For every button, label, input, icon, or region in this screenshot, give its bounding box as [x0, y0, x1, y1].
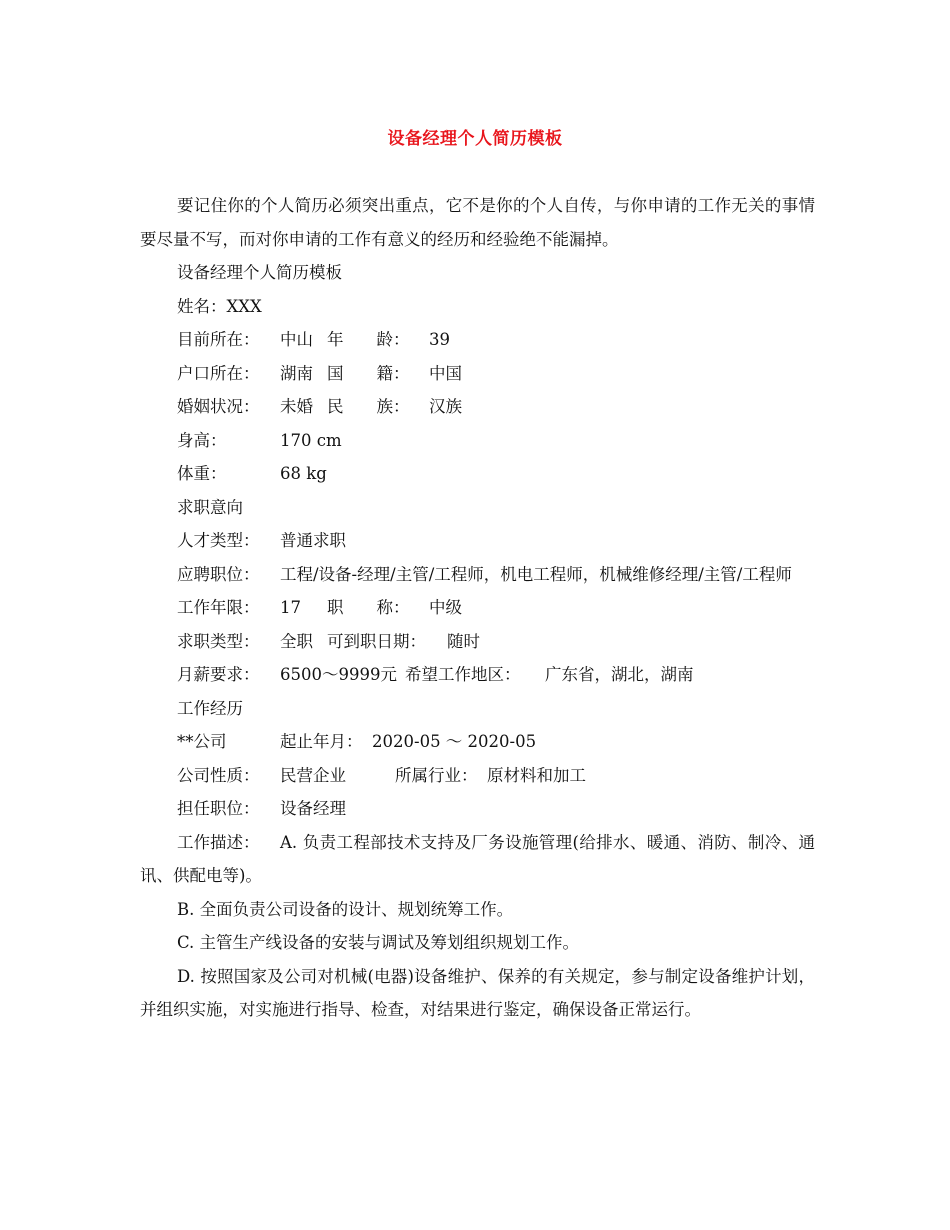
height-label — [177, 424, 265, 458]
duty-a-paragraph — [140, 826, 815, 893]
talent-type-label: 人才类型： — [177, 531, 260, 550]
location-age-line — [140, 323, 815, 357]
ethnicity-value: 汉族 — [429, 397, 462, 416]
start-date-value: 随时 — [447, 631, 480, 651]
industry-value: 原材料和加工 — [487, 765, 586, 785]
company-nature-label: 公司性质： — [177, 765, 260, 785]
intro-paragraph: 要记住你的个人简历必须突出重点，它不是你的个人自传，与你申请的工作无关的事情要尽量不写，而对你申请的工作有意义的经历和经验绝不能漏掉。 — [140, 196, 815, 249]
document-title: 设备经理个人简历模板 — [387, 129, 563, 149]
age-value: 39 — [429, 330, 450, 349]
age-label: 年 龄： — [327, 330, 410, 349]
duty-d-paragraph: D. 按照国家及公司对机械(电器)设备维护、保养的有关规定，参与制定设备维护计划，并组织实施，对实施进行指导、检查，对结果进行鉴定，确保设备正常运行。 — [140, 966, 815, 1019]
title-value: 中级 — [429, 598, 462, 617]
talent-type-value: 普通求职 — [280, 531, 346, 550]
document-body — [140, 189, 815, 1027]
duty-a-text: A. 负责工程部技术支持及厂务设施管理(给排水、暖通、消防、制冷、通讯、供配电等)。 — [140, 832, 815, 885]
role-value: 设备经理 — [280, 799, 346, 818]
job-type-value: 全职 — [280, 631, 313, 651]
title-label: 职 称： — [327, 598, 410, 617]
job-type-line — [140, 625, 815, 659]
work-years-value: 17 — [280, 598, 301, 617]
work-years-label: 工作年限： — [177, 598, 260, 617]
company-name: **公司 — [177, 732, 227, 751]
location-value: 中山 — [280, 330, 313, 349]
duty-b-paragraph: B. 全面负责公司设备的设计、规划统筹工作。 — [177, 899, 514, 919]
section-job-intent: 求职意向 — [177, 497, 243, 517]
hukou-value: 湖南 — [280, 363, 313, 383]
role-label: 担任职位： — [177, 799, 260, 818]
position-applied-line — [140, 558, 815, 592]
nationality-value: 中国 — [429, 363, 462, 383]
height-label-a: 身 — [177, 430, 194, 450]
duty-c-paragraph: C. 主管生产线设备的安装与调试及筹划组织规划工作。 — [177, 933, 580, 952]
section-work-experience: 工作经历 — [177, 698, 243, 718]
salary-value: 6500～9999元 — [280, 665, 397, 684]
weight-label-b: 重： — [193, 464, 227, 483]
ethnicity-label: 民 族： — [327, 397, 410, 416]
work-years-title-line — [140, 591, 815, 625]
role-line — [140, 792, 815, 826]
salary-line — [140, 658, 815, 692]
height-value: 170 cm — [280, 430, 342, 450]
weight-label-a: 体 — [177, 464, 194, 483]
location-label: 目前所在： — [177, 330, 260, 349]
height-line — [140, 424, 815, 458]
company-period-line — [140, 725, 815, 759]
duties-label: 工作描述： — [177, 832, 260, 852]
period-label: 起止年月： — [280, 732, 363, 751]
height-label-b: 高： — [193, 430, 227, 450]
position-applied-value: 工程/设备-经理/主管/工程师，机电工程师，机械维修经理/主管/工程师 — [280, 564, 792, 584]
marital-value: 未婚 — [280, 397, 313, 416]
job-type-label: 求职类型： — [177, 631, 260, 651]
company-nature-line — [140, 759, 815, 793]
weight-line — [140, 457, 815, 491]
marital-label: 婚姻状况： — [177, 397, 260, 416]
marital-ethnicity-line — [140, 390, 815, 424]
salary-label: 月薪要求： — [177, 665, 260, 684]
talent-type-line — [140, 524, 815, 558]
nationality-label: 国 籍： — [327, 363, 410, 383]
period-value: 2020-05 ～ 2020-05 — [372, 732, 537, 751]
start-date-label: 可到职日期： — [327, 631, 426, 651]
position-applied-label: 应聘职位： — [177, 564, 260, 584]
hukou-nationality-line — [140, 357, 815, 391]
company-nature-value: 民营企业 — [280, 765, 346, 785]
subtitle-line: 设备经理个人简历模板 — [177, 263, 342, 282]
region-label: 希望工作地区： — [405, 665, 521, 684]
weight-label — [177, 457, 265, 491]
hukou-label: 户口所在： — [177, 363, 260, 383]
weight-value: 68 kg — [280, 464, 327, 483]
name-line: 姓名：XXX — [177, 296, 262, 316]
region-value: 广东省，湖北，湖南 — [545, 665, 694, 684]
industry-label: 所属行业： — [395, 765, 478, 785]
